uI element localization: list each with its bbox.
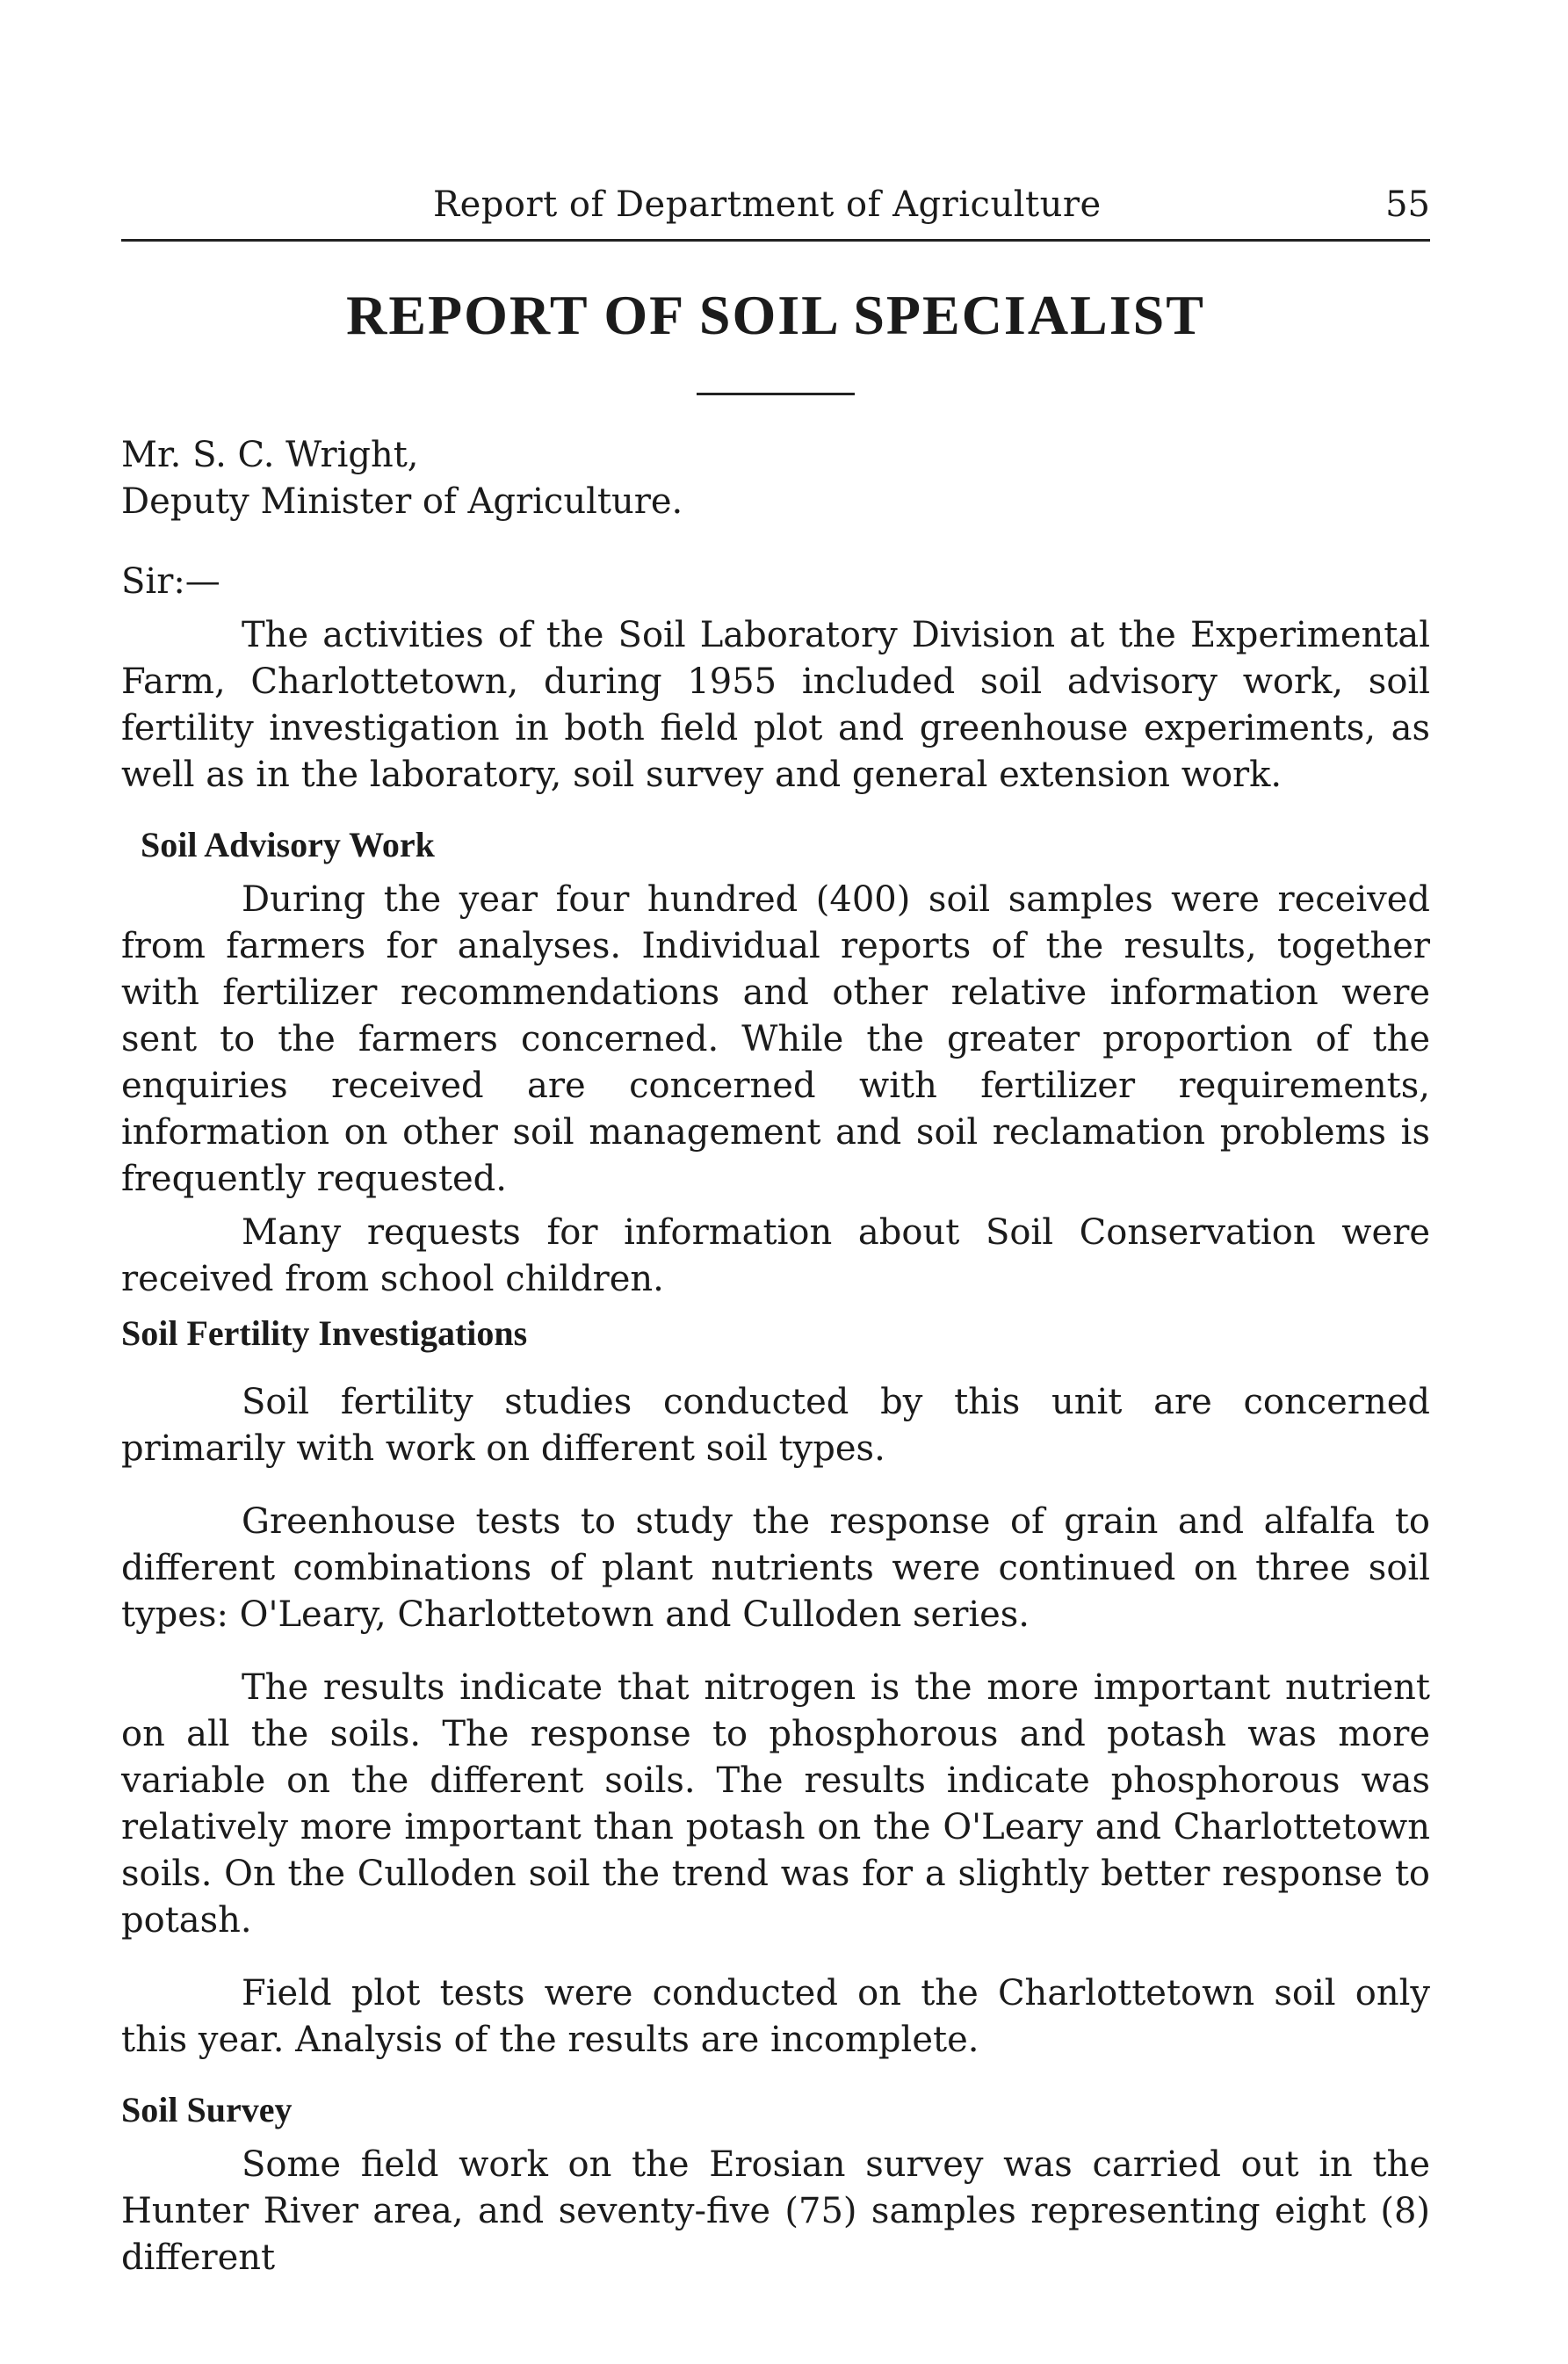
header-rule [121,239,1430,242]
advisory-paragraph-2: Many requests for information about Soil Conservation were received from school children. [121,1212,1430,1299]
greeting: Sir:— [121,561,220,602]
salutation-block [121,432,1430,525]
page-number: 55 [1385,184,1430,225]
fertility-paragraph-1: Soil fertility studies conducted by this unit are concerned primarily with work on different soil types. [121,1382,1430,1469]
fertility-paragraph-2: Greenhouse tests to study the response of grain and alfalfa to different combinations of plant nutrients were continued on three soil types: O'Leary, Charlottetown and Culloden series. [121,1501,1430,1635]
addressee-position: Deputy Minister of Agriculture. [121,481,683,522]
report-title: REPORT OF SOIL SPECIALIST [346,284,1205,346]
advisory-paragraph-1: During the year four hundred (400) soil samples were received from farmers for analyses. Individual reports of the results, together with fertilizer recommendations and other relative information were sent to the farmers concerned. While the greater proportion of the enquiries received are concerned with fertilizer requirements, information on other soil management and soil reclamation problems is frequently requested. [121,879,1430,1199]
heading-soil-advisory-work: Soil Advisory Work [141,825,435,864]
addressee-name: Mr. S. C. Wright, [121,435,419,475]
fertility-paragraph-3: The results indicate that nitrogen is the more important nutrient on all the soils. The response to phosphorous and potash was more variable on the different soils. The results indicate phosphorous was relatively more important than potash on the O'Leary and Charlottetown soils. On the Culloden soil the trend was for a slightly better response to potash. [121,1667,1430,1941]
document-page [121,176,1430,2281]
survey-paragraph-1: Some field work on the Erosian survey was carried out in the Hunter River area, and seventy-five (75) samples representing eight (8) different [121,2144,1430,2278]
title-rule [697,393,855,395]
heading-soil-fertility-investigations: Soil Fertility Investigations [121,1313,528,1353]
running-title: Report of Department of Agriculture [433,184,1102,225]
fertility-paragraph-4: Field plot tests were conducted on the Charlottetown soil only this year. Analysis of the results are incomplete. [121,1973,1430,2060]
running-header [121,176,1430,234]
heading-soil-survey: Soil Survey [121,2090,293,2129]
intro-paragraph: The activities of the Soil Laboratory Division at the Experimental Farm, Charlottetown, during 1955 included soil advisory work, soil fertility investigation in both field plot and greenhouse experiments, as well as in the laboratory, soil survey and general extension work. [121,615,1430,795]
